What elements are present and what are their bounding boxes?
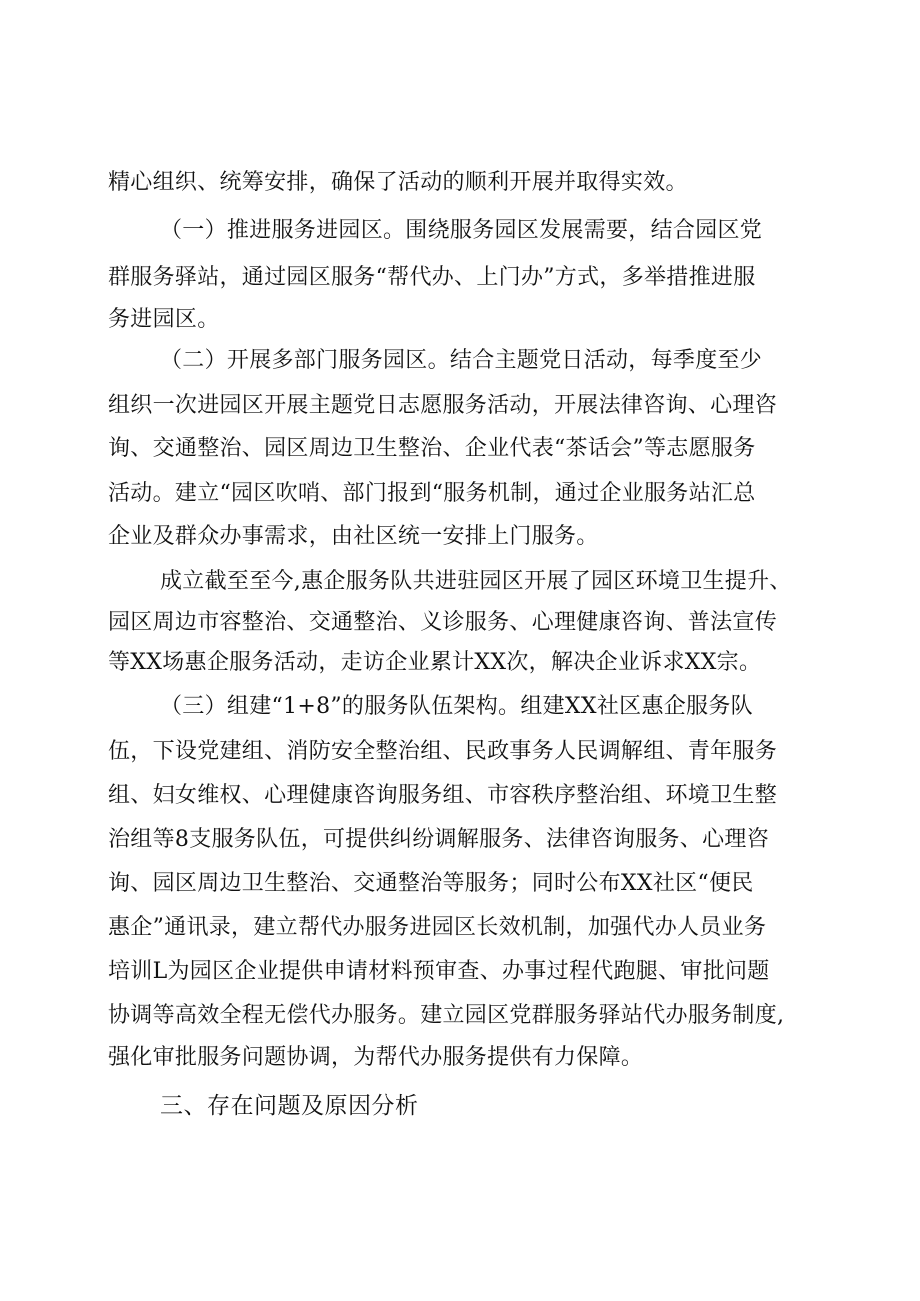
text-line: 询、园区周边卫生整治、交通整治等服务；同时公布XX社区“便民 — [108, 871, 754, 896]
text-line: 组织一次进园区开展主题党日志愿服务活动，开展法律咨询、心理咨 — [108, 393, 778, 418]
text-line: 协调等高效全程无偿代办服务。建立园区党群服务驿站代办服务制度, — [108, 1003, 785, 1028]
text-line: 治组等8支服务队伍，可提供纠纷调解服务、法律咨询服务、心理咨 — [108, 827, 769, 852]
text-line: 企业及群众办事需求，由社区统一安排上门服务。 — [108, 524, 599, 549]
text-line: 组、妇女维权、心理健康咨询服务组、市容秩序整治组、环境卫生整 — [108, 783, 778, 808]
text-line: 精心组织、统筹安排，确保了活动的顺利开展并取得实效。 — [108, 170, 688, 195]
text-line: 园区周边市容整治、交通整治、义诊服务、心理健康咨询、普法宣传 — [108, 610, 778, 635]
paragraph-2-line: （二）开展多部门服务园区。结合主题党日活动，每季度至少 — [160, 348, 763, 373]
text-line: 伍，下设党建组、消防安全整治组、民政事务人民调解组、青年服务 — [108, 739, 778, 764]
paragraph-3-line: 成立截至至今,惠企服务队共进驻园区开展了园区环境卫生提升、 — [160, 569, 792, 594]
text-line: 活动。建立“园区吹哨、部门报到“服务机制，通过企业服务站汇总 — [108, 481, 756, 506]
paragraph-4-line: （三）组建“1+8”的服务队伍架构。组建XX社区惠企服务队 — [160, 694, 753, 719]
text-line: 务进园区。 — [108, 307, 220, 332]
text-line: 惠企”通讯录，建立帮代办服务进园区长效机制，加强代办人员业务 — [108, 915, 767, 940]
paragraph-1-line: （一）推进服务进园区。围绕服务园区发展需要，结合园区党 — [160, 218, 763, 243]
section-heading: 三、存在问题及原因分析 — [160, 1093, 419, 1119]
text-line: 培训L为园区企业提供申请材料预审查、办事过程代跑腿、审批问题 — [108, 959, 770, 984]
text-line: 询、交通整治、园区周边卫生整治、企业代表“茶话会”等志愿服务 — [108, 436, 756, 461]
text-line: 强化审批服务问题协调，为帮代办服务提供有力保障。 — [108, 1045, 644, 1070]
text-line: 群服务驿站，通过园区服务“帮代办、上门办”方式，多举措推进服 — [108, 265, 756, 290]
text-line: 等XX场惠企服务活动，走访企业累计XX次，解决企业诉求XX宗。 — [108, 650, 762, 675]
